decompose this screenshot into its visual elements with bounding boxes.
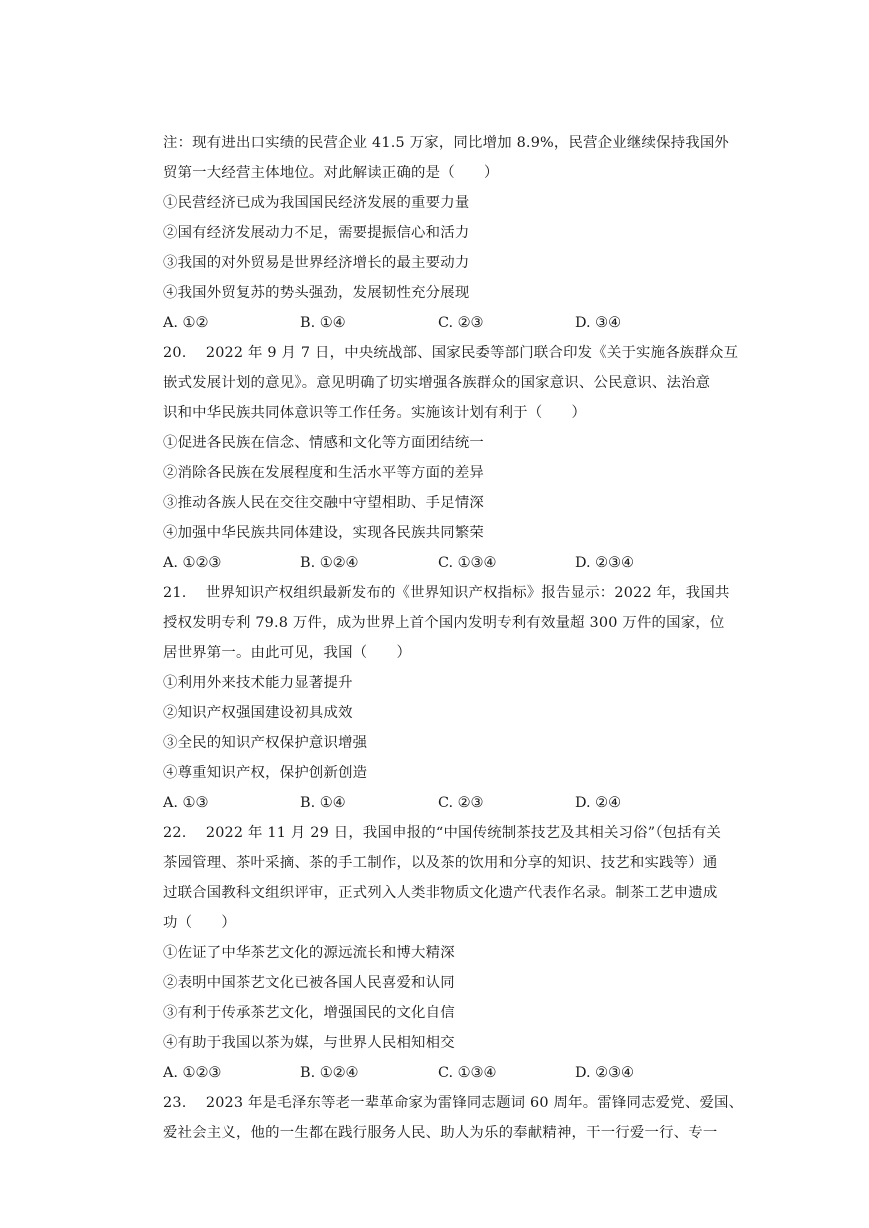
q20-option-a[interactable]: A. ①②③ bbox=[163, 555, 222, 571]
q19-item-2: ②国有经济发展动力不足，需要提振信心和活力 bbox=[163, 225, 470, 241]
q22-item-3: ③有利于传承茶艺文化，增强国民的文化自信 bbox=[163, 1005, 455, 1021]
q19-item-4: ④我国外贸复苏的势头强劲，发展韧性充分展现 bbox=[163, 285, 470, 301]
q21-option-b[interactable]: B. ①④ bbox=[300, 795, 346, 811]
q19-item-3: ③我国的对外贸易是世界经济增长的最主要动力 bbox=[163, 255, 470, 271]
q22-option-c[interactable]: C. ①③④ bbox=[438, 1065, 497, 1081]
q20-item-3: ③推动各族人民在交往交融中守望相助、手足情深 bbox=[163, 495, 484, 511]
q22-stem-line-4: 功（ ） bbox=[163, 915, 236, 931]
q19-note-line-2: 贸第一大经营主体地位。对此解读正确的是（ ） bbox=[163, 165, 499, 181]
q22-item-2: ②表明中国茶艺文化已被各国人民喜爱和认同 bbox=[163, 975, 455, 991]
q21-stem-line-2: 授权发明专利 79.8 万件，成为世界上首个国内发明专利有效量超 300 万件的国家，位 bbox=[163, 615, 725, 631]
q21-item-2: ②知识产权强国建设初具成效 bbox=[163, 705, 353, 721]
q22-option-b[interactable]: B. ①②④ bbox=[300, 1065, 359, 1081]
q22-item-4: ④有助于我国以茶为媒，与世界人民相知相交 bbox=[163, 1035, 455, 1051]
q19-option-a[interactable]: A. ①② bbox=[163, 315, 209, 331]
q20-stem-line-2: 嵌式发展计划的意见》。意见明确了切实增强各族群众的国家意识、公民意识、法治意 bbox=[163, 375, 711, 391]
q23-stem-line-1: 23. 2023 年是毛泽东等老一辈革命家为雷锋同志题词 60 周年。雷锋同志爱党、爱国、 bbox=[163, 1095, 744, 1111]
q20-item-1: ①促进各民族在信念、情感和文化等方面团结统一 bbox=[163, 435, 484, 451]
q19-option-b[interactable]: B. ①④ bbox=[300, 315, 346, 331]
q23-stem-line-2: 爱社会主义，他的一生都在践行服务人民、助人为乐的奉献精神，干一行爱一行、专一 bbox=[163, 1125, 718, 1141]
q19-note-line-1: 注：现有进出口实绩的民营企业 41.5 万家，同比增加 8.9%，民营企业继续保持我国外 bbox=[163, 135, 730, 151]
q22-option-d[interactable]: D. ②③④ bbox=[575, 1065, 634, 1081]
q22-option-a[interactable]: A. ①②③ bbox=[163, 1065, 222, 1081]
q22-stem-line-3: 过联合国教科文组织评审，正式列入人类非物质文化遗产代表作名录。制茶工艺申遗成 bbox=[163, 885, 718, 901]
q22-stem-line-1: 22. 2022 年 11 月 29 日，我国申报的“中国传统制茶技艺及其相关习俗”（包括有关 bbox=[163, 825, 722, 841]
q20-item-4: ④加强中华民族共同体建设，实现各民族共同繁荣 bbox=[163, 525, 484, 541]
q20-item-2: ②消除各民族在发展程度和生活水平等方面的差异 bbox=[163, 465, 484, 481]
q21-item-4: ④尊重知识产权，保护创新创造 bbox=[163, 765, 368, 781]
q20-option-b[interactable]: B. ①②④ bbox=[300, 555, 359, 571]
q22-stem-line-2: 茶园管理、茶叶采摘、茶的手工制作，以及茶的饮用和分享的知识、技艺和实践等）通 bbox=[163, 855, 718, 871]
q21-item-3: ③全民的知识产权保护意识增强 bbox=[163, 735, 368, 751]
q20-stem-line-1: 20. 2022 年 9 月 7 日，中央统战部、国家民委等部门联合印发《关于实施各族群众互 bbox=[163, 345, 739, 361]
q21-option-d[interactable]: D. ②④ bbox=[575, 795, 621, 811]
q20-option-d[interactable]: D. ②③④ bbox=[575, 555, 634, 571]
q19-item-1: ①民营经济已成为我国国民经济发展的重要力量 bbox=[163, 195, 470, 211]
q21-option-a[interactable]: A. ①③ bbox=[163, 795, 209, 811]
q19-option-c[interactable]: C. ②③ bbox=[438, 315, 484, 331]
q21-option-c[interactable]: C. ②③ bbox=[438, 795, 484, 811]
q21-item-1: ①利用外来技术能力显著提升 bbox=[163, 675, 353, 691]
q20-stem-line-3: 识和中华民族共同体意识等工作任务。实施该计划有利于（ ） bbox=[163, 405, 587, 421]
q21-stem-line-1: 21. 世界知识产权组织最新发布的《世界知识产权指标》报告显示：2022 年，我国共 bbox=[163, 585, 730, 601]
q22-item-1: ①佐证了中华茶艺文化的源远流长和博大精深 bbox=[163, 945, 455, 961]
q21-stem-line-3: 居世界第一。由此可见，我国（ ） bbox=[163, 645, 412, 661]
q19-option-d[interactable]: D. ③④ bbox=[575, 315, 621, 331]
q20-option-c[interactable]: C. ①③④ bbox=[438, 555, 497, 571]
